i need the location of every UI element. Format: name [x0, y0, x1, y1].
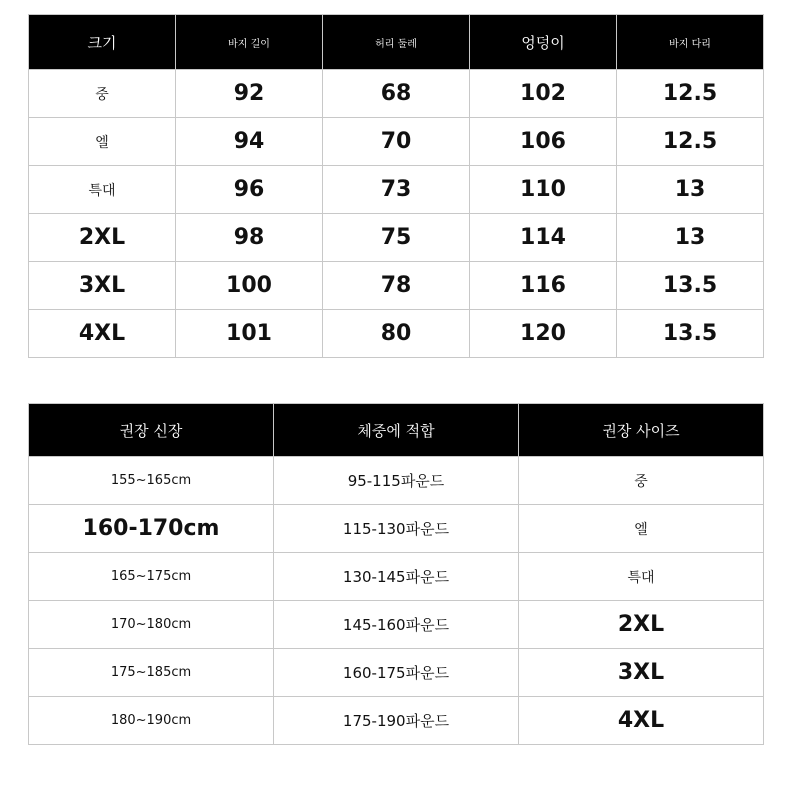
- size-recommendation-table: [28, 403, 764, 745]
- table-row: [29, 649, 764, 697]
- pants-length-cell: 100: [176, 262, 323, 310]
- size-cell: 엘: [29, 118, 176, 166]
- weight-cell: 95-115파운드: [274, 457, 519, 505]
- leg-opening-cell: 12.5: [617, 70, 764, 118]
- size-cell: 2XL: [29, 214, 176, 262]
- height-cell: 170~180cm: [29, 601, 274, 649]
- recommended-size-cell: 중: [519, 457, 764, 505]
- table-row: [29, 310, 764, 358]
- hip-cell: 110: [470, 166, 617, 214]
- pants-length-cell: 94: [176, 118, 323, 166]
- pants-length-cell: 96: [176, 166, 323, 214]
- leg-opening-cell: 13.5: [617, 262, 764, 310]
- recommended-size-cell: 엘: [519, 505, 764, 553]
- pants-length-cell: 98: [176, 214, 323, 262]
- waist-cell: 78: [323, 262, 470, 310]
- leg-opening-cell: 12.5: [617, 118, 764, 166]
- size-cell: 3XL: [29, 262, 176, 310]
- waist-cell: 75: [323, 214, 470, 262]
- header-recommended-height: 권장 신장: [29, 404, 274, 457]
- leg-opening-cell: 13: [617, 166, 764, 214]
- leg-opening-cell: 13.5: [617, 310, 764, 358]
- pants-length-cell: 92: [176, 70, 323, 118]
- weight-cell: 160-175파운드: [274, 649, 519, 697]
- header-suitable-weight: 체중에 적합: [274, 404, 519, 457]
- waist-cell: 73: [323, 166, 470, 214]
- size-cell: 4XL: [29, 310, 176, 358]
- height-cell: 180~190cm: [29, 697, 274, 745]
- table-row: [29, 262, 764, 310]
- leg-opening-cell: 13: [617, 214, 764, 262]
- table-row: [29, 214, 764, 262]
- height-cell: 155~165cm: [29, 457, 274, 505]
- size-chart-header-row: [29, 15, 764, 70]
- recommended-size-cell: 특대: [519, 553, 764, 601]
- height-cell: 175~185cm: [29, 649, 274, 697]
- recommended-size-cell: 4XL: [519, 697, 764, 745]
- table-row: [29, 457, 764, 505]
- table-row: [29, 601, 764, 649]
- recommendation-header-row: [29, 404, 764, 457]
- weight-cell: 130-145파운드: [274, 553, 519, 601]
- hip-cell: 114: [470, 214, 617, 262]
- header-hip: 엉덩이: [470, 15, 617, 70]
- table-row: [29, 118, 764, 166]
- hip-cell: 102: [470, 70, 617, 118]
- table-row: [29, 166, 764, 214]
- pants-length-cell: 101: [176, 310, 323, 358]
- header-waist: 허리 둘레: [323, 15, 470, 70]
- weight-cell: 145-160파운드: [274, 601, 519, 649]
- header-leg-opening: 바지 다리: [617, 15, 764, 70]
- hip-cell: 120: [470, 310, 617, 358]
- table-row: [29, 697, 764, 745]
- table-row: [29, 553, 764, 601]
- height-cell: 165~175cm: [29, 553, 274, 601]
- header-size: 크기: [29, 15, 176, 70]
- waist-cell: 70: [323, 118, 470, 166]
- size-cell: 중: [29, 70, 176, 118]
- table-row: [29, 505, 764, 553]
- table-row: [29, 70, 764, 118]
- size-chart-table: [28, 14, 764, 358]
- weight-cell: 175-190파운드: [274, 697, 519, 745]
- header-pants-length: 바지 길이: [176, 15, 323, 70]
- size-cell: 특대: [29, 166, 176, 214]
- waist-cell: 68: [323, 70, 470, 118]
- weight-cell: 115-130파운드: [274, 505, 519, 553]
- hip-cell: 116: [470, 262, 617, 310]
- recommended-size-cell: 3XL: [519, 649, 764, 697]
- waist-cell: 80: [323, 310, 470, 358]
- hip-cell: 106: [470, 118, 617, 166]
- header-recommended-size: 권장 사이즈: [519, 404, 764, 457]
- height-cell: 160-170cm: [29, 505, 274, 553]
- recommended-size-cell: 2XL: [519, 601, 764, 649]
